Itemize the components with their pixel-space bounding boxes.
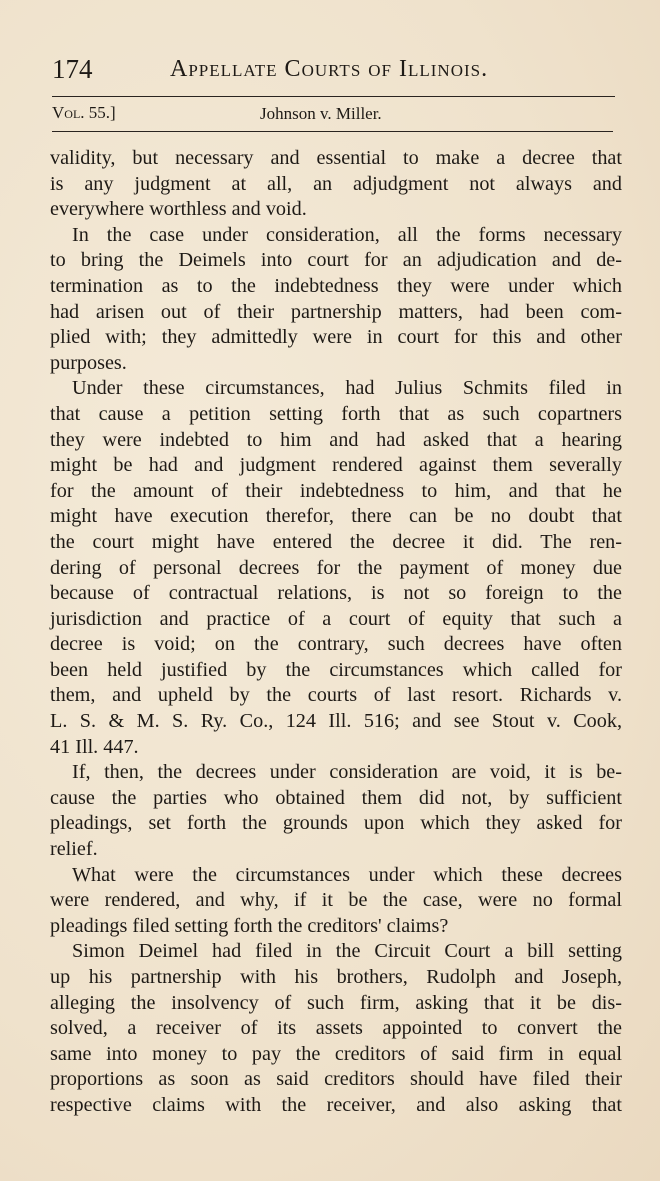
text-line: decree is void; on the contrary, such decrees have often <box>50 633 622 656</box>
text-line: If, then, the decrees under consideration are void, it is be- <box>72 761 622 784</box>
text-line: might be had and judgment rendered against them severally <box>50 454 622 477</box>
text-line: solved, a receiver of its assets appointed to convert the <box>50 1017 622 1040</box>
text-line: termination as to the indebtedness they were under which <box>50 274 622 297</box>
text-line: respective claims with the receiver, and also asking that <box>50 1093 622 1116</box>
text-line: relief. <box>50 838 98 861</box>
case-title: Johnson v. Miller. <box>260 104 382 123</box>
text-line: cause the parties who obtained them did not, by sufficient <box>50 786 622 809</box>
text-line: had arisen out of their partnership matters, had been com- <box>50 300 622 323</box>
text-line: pleadings, set forth the grounds upon which they asked for <box>50 812 622 835</box>
text-line: were rendered, and why, if it be the case, were no formal <box>50 889 622 912</box>
text-line: is any judgment at all, an adjudgment not always and <box>50 172 622 195</box>
text-line: to bring the Deimels into court for an adjudication and de- <box>50 249 622 272</box>
case-subheader <box>52 103 620 127</box>
journal-title: Appellate Courts of Illinois. <box>170 56 489 82</box>
header-rule-bottom <box>52 131 613 132</box>
text-line: alleging the insolvency of such firm, asking that it be dis- <box>50 991 622 1014</box>
body-text <box>50 146 622 1119</box>
text-line: might have execution therefor, there can be no doubt that <box>50 505 622 528</box>
volume-label: Vol. 55.] <box>52 103 116 122</box>
text-line: plied with; they admittedly were in court for this and other <box>50 326 622 349</box>
text-line: dering of personal decrees for the payment of money due <box>50 556 622 579</box>
text-line: jurisdiction and practice of a court of equity that such a <box>50 607 622 630</box>
running-head <box>52 54 620 88</box>
text-line: What were the circumstances under which these decrees <box>72 863 622 886</box>
text-line: same into money to pay the creditors of said firm in equal <box>50 1042 622 1065</box>
text-line: that cause a petition setting forth that as such copartners <box>50 402 622 425</box>
text-line: In the case under consideration, all the forms necessary <box>72 223 622 246</box>
header-rule-top <box>52 96 615 97</box>
text-line: L. S. & M. S. Ry. Co., 124 Ill. 516; and see Stout v. Cook, <box>50 710 622 733</box>
text-line: them, and upheld by the courts of last resort. Richards v. <box>50 684 622 707</box>
text-line: proportions as soon as said creditors should have filed their <box>50 1068 622 1091</box>
text-line: Simon Deimel had filed in the Circuit Court a bill setting <box>72 940 622 963</box>
text-line: pleadings filed setting forth the creditors' claims? <box>50 914 449 937</box>
text-line: everywhere worthless and void. <box>50 198 307 221</box>
text-line: up his partnership with his brothers, Rudolph and Joseph, <box>50 966 622 988</box>
text-line: they were indebted to him and had asked that a hearing <box>50 428 622 451</box>
page-number: 174 <box>52 54 93 84</box>
text-line: 41 Ill. 447. <box>50 735 139 758</box>
text-line: the court might have entered the decree it did. The ren- <box>50 530 622 553</box>
text-line: validity, but necessary and essential to make a decree that <box>50 147 622 169</box>
text-line: purposes. <box>50 351 127 374</box>
text-line: because of contractual relations, is not so foreign to the <box>50 582 622 605</box>
text-line: been held justified by the circumstances which called for <box>50 658 622 681</box>
text-line: for the amount of their indebtedness to him, and that he <box>50 479 622 502</box>
text-line: Under these circumstances, had Julius Schmits filed in <box>72 377 622 400</box>
